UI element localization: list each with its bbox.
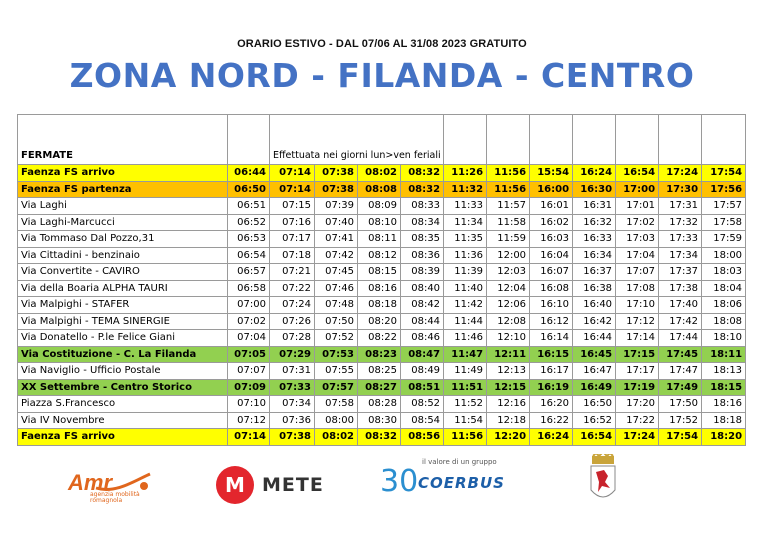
- departure-time: 17:33: [659, 231, 702, 248]
- departure-time: 11:47: [444, 346, 487, 363]
- departure-time: 17:34: [659, 247, 702, 264]
- departure-time: 07:36: [270, 412, 315, 429]
- departure-time: 17:04: [616, 247, 659, 264]
- stop-name: Via Costituzione - C. La Filanda: [18, 346, 228, 363]
- departure-time: 18:11: [702, 346, 746, 363]
- departure-time: 07:12: [228, 412, 270, 429]
- departure-time: 08:22: [358, 330, 401, 347]
- departure-time: 08:32: [401, 165, 444, 182]
- departure-time: 12:10: [487, 330, 530, 347]
- departure-time: 08:52: [401, 396, 444, 413]
- departure-time: 08:15: [358, 264, 401, 281]
- departure-time: 17:47: [659, 363, 702, 380]
- stop-name: Via Malpighi - STAFER: [18, 297, 228, 314]
- departure-time: 16:30: [573, 181, 616, 198]
- departure-time: 18:06: [702, 297, 746, 314]
- departure-time: 06:44: [228, 165, 270, 182]
- stop-name: Via Laghi: [18, 198, 228, 215]
- departure-time: 07:38: [315, 181, 358, 198]
- stop-name: Via Laghi-Marcucci: [18, 214, 228, 231]
- stops-column-header: FERMATE: [18, 115, 228, 165]
- departure-time: 08:28: [358, 396, 401, 413]
- departure-time: 17:07: [616, 264, 659, 281]
- stop-name: Piazza S.Francesco: [18, 396, 228, 413]
- departure-time: 18:03: [702, 264, 746, 281]
- departure-time: 17:52: [659, 412, 702, 429]
- table-row: [18, 280, 746, 297]
- departure-time: 17:44: [659, 330, 702, 347]
- departure-time: 11:56: [444, 429, 487, 446]
- departure-time: 08:00: [315, 412, 358, 429]
- departure-time: 17:17: [616, 363, 659, 380]
- departure-time: 11:35: [444, 231, 487, 248]
- departure-time: 07:48: [315, 297, 358, 314]
- departure-time: 08:23: [358, 346, 401, 363]
- departure-time: 06:58: [228, 280, 270, 297]
- departure-time: 15:54: [530, 165, 573, 182]
- departure-time: 17:37: [659, 264, 702, 281]
- departure-time: 18:10: [702, 330, 746, 347]
- departure-time: 08:46: [401, 330, 444, 347]
- departure-time: 12:04: [487, 280, 530, 297]
- departure-time: 18:13: [702, 363, 746, 380]
- departure-time: 08:08: [358, 181, 401, 198]
- departure-time: 17:15: [616, 346, 659, 363]
- departure-time: 11:26: [444, 165, 487, 182]
- departure-time: 07:38: [270, 429, 315, 446]
- departure-time: 16:44: [573, 330, 616, 347]
- departure-time: 08:51: [401, 379, 444, 396]
- stop-name: Via Donatello - P.le Felice Giani: [18, 330, 228, 347]
- departure-time: 08:18: [358, 297, 401, 314]
- departure-time: 16:04: [530, 247, 573, 264]
- departure-time: 16:10: [530, 297, 573, 314]
- departure-time: 17:49: [659, 379, 702, 396]
- table-row: [18, 247, 746, 264]
- departure-time: 08:36: [401, 247, 444, 264]
- departure-time: 17:08: [616, 280, 659, 297]
- departure-time: 16:20: [530, 396, 573, 413]
- departure-time: 07:42: [315, 247, 358, 264]
- departure-time: 08:44: [401, 313, 444, 330]
- departure-time: 07:39: [315, 198, 358, 215]
- table-row: [18, 379, 746, 396]
- departure-time: 08:56: [401, 429, 444, 446]
- departure-time: 08:42: [401, 297, 444, 314]
- departure-time: 16:02: [530, 214, 573, 231]
- table-row: [18, 231, 746, 248]
- departure-time: 07:38: [315, 165, 358, 182]
- svg-text:Amr: Amr: [68, 470, 113, 495]
- departure-time: 17:10: [616, 297, 659, 314]
- departure-time: 07:57: [315, 379, 358, 396]
- departure-time: 07:09: [228, 379, 270, 396]
- departure-time: 17:00: [616, 181, 659, 198]
- departure-time: 11:52: [444, 396, 487, 413]
- departure-time: 11:56: [487, 181, 530, 198]
- departure-time: 08:27: [358, 379, 401, 396]
- departure-time: 08:09: [358, 198, 401, 215]
- table-row: [18, 396, 746, 413]
- departure-time: 06:53: [228, 231, 270, 248]
- amr-tagline: agenzia mobilità romagnola: [90, 491, 140, 504]
- departure-time: 07:22: [270, 280, 315, 297]
- departure-time: 16:03: [530, 231, 573, 248]
- departure-time: 17:24: [616, 429, 659, 446]
- table-row: [18, 264, 746, 281]
- departure-time: 07:21: [270, 264, 315, 281]
- departure-time: 07:29: [270, 346, 315, 363]
- departure-time: 17:38: [659, 280, 702, 297]
- departure-time: 16:33: [573, 231, 616, 248]
- departure-time: 11:54: [444, 412, 487, 429]
- departure-time: 12:00: [487, 247, 530, 264]
- departure-time: 12:16: [487, 396, 530, 413]
- departure-time: 16:14: [530, 330, 573, 347]
- departure-time: 17:45: [659, 346, 702, 363]
- departure-time: 11:58: [487, 214, 530, 231]
- amr-logo: [66, 464, 156, 516]
- departure-time: 17:50: [659, 396, 702, 413]
- mete-logo-text: METE: [262, 474, 324, 496]
- departure-time: 17:02: [616, 214, 659, 231]
- departure-time: 08:54: [401, 412, 444, 429]
- stop-name: Via Malpighi - TEMA SINERGIE: [18, 313, 228, 330]
- departure-time: 17:42: [659, 313, 702, 330]
- departure-time: 08:20: [358, 313, 401, 330]
- departure-time: 17:30: [659, 181, 702, 198]
- mete-logo: [214, 464, 334, 508]
- stop-name: Via IV Novembre: [18, 412, 228, 429]
- departure-time: 16:50: [573, 396, 616, 413]
- departure-time: 08:12: [358, 247, 401, 264]
- table-row: [18, 330, 746, 347]
- departure-time: 07:15: [270, 198, 315, 215]
- departure-time: 17:14: [616, 330, 659, 347]
- departure-time: 08:02: [315, 429, 358, 446]
- table-row: [18, 346, 746, 363]
- departure-time: 08:39: [401, 264, 444, 281]
- stop-name: Via Tommaso Dal Pozzo,31: [18, 231, 228, 248]
- departure-time: 07:58: [315, 396, 358, 413]
- stop-name: Via Convertite - CAVIRO: [18, 264, 228, 281]
- departure-time: 06:57: [228, 264, 270, 281]
- stop-name: Via Cittadini - benzinaio: [18, 247, 228, 264]
- departure-time: 16:40: [573, 297, 616, 314]
- departure-time: 16:08: [530, 280, 573, 297]
- departure-time: 07:53: [315, 346, 358, 363]
- departure-time: 07:02: [228, 313, 270, 330]
- departure-time: 16:22: [530, 412, 573, 429]
- coat-of-arms-icon: [588, 454, 618, 510]
- departure-time: 16:24: [530, 429, 573, 446]
- departure-time: 07:10: [228, 396, 270, 413]
- departure-time: 17:31: [659, 198, 702, 215]
- departure-time: 07:04: [228, 330, 270, 347]
- departure-time: 12:18: [487, 412, 530, 429]
- departure-time: 11:49: [444, 363, 487, 380]
- departure-time: 17:58: [702, 214, 746, 231]
- departure-time: 07:14: [270, 165, 315, 182]
- departure-time: 11:33: [444, 198, 487, 215]
- departure-time: 07:41: [315, 231, 358, 248]
- page-title: ZONA NORD - FILANDA - CENTRO: [69, 56, 695, 95]
- departure-time: 16:34: [573, 247, 616, 264]
- departure-time: 11:56: [487, 165, 530, 182]
- schedule-subtitle: ORARIO ESTIVO - DAL 07/06 AL 31/08 2023 GRATUITO: [237, 38, 527, 50]
- departure-time: 06:52: [228, 214, 270, 231]
- departure-time: 12:11: [487, 346, 530, 363]
- departure-time: 17:19: [616, 379, 659, 396]
- departure-time: 07:55: [315, 363, 358, 380]
- table-row: [18, 412, 746, 429]
- departure-time: 07:52: [315, 330, 358, 347]
- departure-time: 07:07: [228, 363, 270, 380]
- city-coat-of-arms: [588, 454, 618, 510]
- departure-time: 16:15: [530, 346, 573, 363]
- departure-time: 18:16: [702, 396, 746, 413]
- departure-time: 18:08: [702, 313, 746, 330]
- departure-time: 16:42: [573, 313, 616, 330]
- departure-time: 16:54: [616, 165, 659, 182]
- departure-time: 11:40: [444, 280, 487, 297]
- departure-time: 16:01: [530, 198, 573, 215]
- departure-time: 17:56: [702, 181, 746, 198]
- departure-time: 08:33: [401, 198, 444, 215]
- departure-time: 17:59: [702, 231, 746, 248]
- departure-time: 07:16: [270, 214, 315, 231]
- departure-time: 17:24: [659, 165, 702, 182]
- departure-time: 08:49: [401, 363, 444, 380]
- departure-time: 07:00: [228, 297, 270, 314]
- departure-time: 16:49: [573, 379, 616, 396]
- departure-time: 12:20: [487, 429, 530, 446]
- departure-time: 17:54: [702, 165, 746, 182]
- table-row: [18, 214, 746, 231]
- departure-time: 16:17: [530, 363, 573, 380]
- departure-time: 17:32: [659, 214, 702, 231]
- departure-time: 07:46: [315, 280, 358, 297]
- departure-time: 17:20: [616, 396, 659, 413]
- stop-name: Faenza FS arrivo: [18, 165, 228, 182]
- departure-time: 12:15: [487, 379, 530, 396]
- departure-time: 11:32: [444, 181, 487, 198]
- table-row: [18, 429, 746, 446]
- departure-time: 08:47: [401, 346, 444, 363]
- departure-time: 16:38: [573, 280, 616, 297]
- departure-time: 11:51: [444, 379, 487, 396]
- service-days-note: Effettuata nei giorni lun>ven feriali: [270, 115, 444, 165]
- stop-name: Via della Boaria ALPHA TAURI: [18, 280, 228, 297]
- sponsor-logos: [0, 452, 764, 522]
- departure-time: 07:18: [270, 247, 315, 264]
- departure-time: 18:15: [702, 379, 746, 396]
- timetable: [17, 114, 746, 446]
- stop-name: Faenza FS arrivo: [18, 429, 228, 446]
- departure-time: 17:40: [659, 297, 702, 314]
- departure-time: 11:46: [444, 330, 487, 347]
- coerbus-tagline: il valore di un gruppo: [422, 458, 497, 466]
- departure-time: 11:44: [444, 313, 487, 330]
- departure-time: 07:40: [315, 214, 358, 231]
- departure-time: 08:02: [358, 165, 401, 182]
- departure-time: 07:33: [270, 379, 315, 396]
- departure-time: 16:54: [573, 429, 616, 446]
- stop-name: Via Naviglio - Ufficio Postale: [18, 363, 228, 380]
- departure-time: 08:10: [358, 214, 401, 231]
- coerbus-anniversary: 30: [380, 464, 419, 499]
- departure-time: 11:59: [487, 231, 530, 248]
- departure-time: 11:34: [444, 214, 487, 231]
- departure-time: 17:57: [702, 198, 746, 215]
- departure-time: 08:16: [358, 280, 401, 297]
- departure-time: 18:18: [702, 412, 746, 429]
- departure-time: 08:11: [358, 231, 401, 248]
- departure-time: 16:47: [573, 363, 616, 380]
- table-row: [18, 313, 746, 330]
- departure-time: 16:00: [530, 181, 573, 198]
- stop-name: XX Settembre - Centro Storico: [18, 379, 228, 396]
- table-row: [18, 181, 746, 198]
- departure-time: 08:25: [358, 363, 401, 380]
- departure-time: 08:32: [358, 429, 401, 446]
- departure-time: 07:50: [315, 313, 358, 330]
- departure-time: 11:42: [444, 297, 487, 314]
- mete-logo-letter: M: [225, 473, 245, 497]
- departure-time: 18:04: [702, 280, 746, 297]
- departure-time: 16:37: [573, 264, 616, 281]
- departure-time: 07:45: [315, 264, 358, 281]
- table-row: [18, 297, 746, 314]
- table-header-row: [18, 115, 746, 165]
- departure-time: 11:39: [444, 264, 487, 281]
- departure-time: 17:22: [616, 412, 659, 429]
- departure-time: 17:01: [616, 198, 659, 215]
- departure-time: 18:00: [702, 247, 746, 264]
- departure-time: 16:32: [573, 214, 616, 231]
- departure-time: 17:03: [616, 231, 659, 248]
- departure-time: 08:30: [358, 412, 401, 429]
- stop-name: Faenza FS partenza: [18, 181, 228, 198]
- departure-time: 07:26: [270, 313, 315, 330]
- departure-time: 07:05: [228, 346, 270, 363]
- departure-time: 06:51: [228, 198, 270, 215]
- table-row: [18, 198, 746, 215]
- departure-time: 12:13: [487, 363, 530, 380]
- departure-time: 11:36: [444, 247, 487, 264]
- departure-time: 07:34: [270, 396, 315, 413]
- departure-time: 16:45: [573, 346, 616, 363]
- departure-time: 17:12: [616, 313, 659, 330]
- departure-time: 12:06: [487, 297, 530, 314]
- departure-time: 06:54: [228, 247, 270, 264]
- departure-time: 07:24: [270, 297, 315, 314]
- departure-time: 12:08: [487, 313, 530, 330]
- departure-time: 07:31: [270, 363, 315, 380]
- departure-time: 16:07: [530, 264, 573, 281]
- departure-time: 06:50: [228, 181, 270, 198]
- departure-time: 07:17: [270, 231, 315, 248]
- departure-time: 16:24: [573, 165, 616, 182]
- departure-time: 16:19: [530, 379, 573, 396]
- departure-time: 17:54: [659, 429, 702, 446]
- amr-logo-mark: [66, 464, 156, 516]
- departure-time: 08:40: [401, 280, 444, 297]
- departure-time: 07:14: [270, 181, 315, 198]
- departure-time: 07:28: [270, 330, 315, 347]
- departure-time: 18:20: [702, 429, 746, 446]
- departure-time: 16:31: [573, 198, 616, 215]
- table-row: [18, 165, 746, 182]
- coerbus-logo: [380, 458, 520, 514]
- coerbus-name: COERBUS: [418, 474, 505, 492]
- departure-time: 08:34: [401, 214, 444, 231]
- departure-time: 08:32: [401, 181, 444, 198]
- departure-time: 16:12: [530, 313, 573, 330]
- departure-time: 11:57: [487, 198, 530, 215]
- table-row: [18, 363, 746, 380]
- departure-time: 12:03: [487, 264, 530, 281]
- departure-time: 07:14: [228, 429, 270, 446]
- departure-time: 08:35: [401, 231, 444, 248]
- departure-time: 16:52: [573, 412, 616, 429]
